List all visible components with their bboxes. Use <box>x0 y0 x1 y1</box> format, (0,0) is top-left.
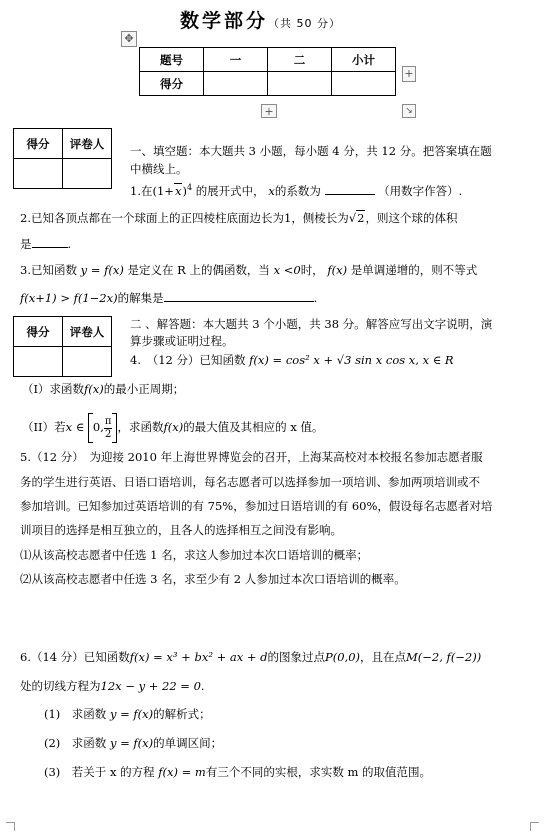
question-2: 2.已知各顶点都在一个球面上的正四棱柱底面边长为1，侧棱长为√2，则这个球的体积 <box>20 211 458 225</box>
add-row-plus-icon[interactable]: + <box>261 104 277 118</box>
question-1: 1.在$(1+x)^4$ 的展开式中， x的系数为 （用数字作答）. <box>130 183 463 198</box>
score-table-score-row <box>140 72 396 96</box>
section2-heading-cont: 算步骤或证明过程。 <box>130 334 234 348</box>
add-column-plus-icon[interactable]: + <box>402 66 416 82</box>
grader-marker-cell[interactable] <box>63 347 112 377</box>
question-5-line-4: 训项目的选择是相互独立的，且各人的选择相互之间没有影响。 <box>20 523 342 537</box>
question-4-part-2: （II）若x ∈ 0, $\frac{\pi}{2}$ ，求函数f(x)的最大值及其相应的 x 值。 <box>22 412 323 443</box>
answer-blank-1[interactable] <box>325 183 375 195</box>
question-6-part-1: (1) 求函数 y = f(x)的解析式； <box>44 707 211 721</box>
score-table-header-row <box>140 48 396 72</box>
table-resize-icon[interactable]: ↘ <box>402 104 416 118</box>
page-corner-mark-right <box>530 822 539 831</box>
question-5-line-2: 务的学生进行英语、日语口语培训，每名志愿者可以选择参加一项培训、参加两项培训或不 <box>20 475 480 489</box>
grader-label-marker: 评卷人 <box>63 317 112 347</box>
score-table <box>139 47 396 96</box>
answer-blank-3[interactable] <box>164 290 314 302</box>
title-points: （共 50 分） <box>268 17 342 30</box>
question-6-part-2: (2) 求函数 y = f(x)的单调区间； <box>44 736 223 750</box>
grader-score-cell[interactable] <box>14 347 63 377</box>
question-6-part-3: (3) 若关于 x 的方程 f(x) = m有三个不同的实根，求实数 m 的取值范围。 <box>44 765 432 779</box>
question-4-part-1: （I）求函数f(x)的最小正周期； <box>22 382 185 396</box>
question-2-cont: 是 . <box>20 237 72 251</box>
score-cell[interactable]: 一 <box>204 48 268 72</box>
page-corner-mark-left <box>6 822 15 831</box>
table-move-handle[interactable]: ✥ <box>121 31 137 47</box>
section1-heading-cont: 中横线上。 <box>130 162 188 176</box>
score-cell[interactable]: 题号 <box>140 48 204 72</box>
question-6: 6.（14 分）已知函数f(x) = x³ + bx² + ax + d的图象过点P(0,0)，且在点M(−2, f(−2)) <box>20 650 482 664</box>
page-title <box>180 6 341 33</box>
question-3: 3.已知函数 y = f(x) 是定义在 R 上的偶函数，当 x <0时， f(x) 是单调递增的，则不等式 <box>20 263 478 277</box>
question-5-part-1: ⑴从该高校志愿者中任选 1 名，求这人参加过本次口语培训的概率； <box>20 548 369 562</box>
grader-label-score: 得分 <box>14 317 63 347</box>
score-cell[interactable] <box>332 72 396 96</box>
score-cell[interactable]: 二 <box>268 48 332 72</box>
answer-blank-2[interactable] <box>32 236 68 248</box>
title-text: 数学部分 <box>180 10 269 32</box>
question-5-line-1: 5.（12 分） 为迎接 2010 年上海世界博览会的召开，上海某高校对本校报名参加志愿者服 <box>20 450 483 464</box>
section2-heading: 二 、解答题：本大题共 3 个小题，共 38 分。解答应写出文字说明，演 <box>130 317 493 331</box>
question-5-line-3: 参加培训。已知参加过英语培训的有 75%，参加过日语培训的有 60%，假设每名志愿者对培 <box>20 499 493 513</box>
score-cell[interactable] <box>204 72 268 96</box>
grader-label-marker: 评卷人 <box>63 129 112 159</box>
question-6-cont: 处的切线方程为12x − y + 22 = 0. <box>20 679 205 693</box>
section1-heading: 一、填空题：本大题共 3 小题，每小题 4 分，共 12 分。把答案填在题 <box>130 144 492 158</box>
grader-label-score: 得分 <box>14 129 63 159</box>
question-4: 4. （12 分）已知函数 f(x) = cos² x + √3 sin x cos x, x ∈ R <box>130 353 454 367</box>
grader-score-cell[interactable] <box>14 159 63 189</box>
question-5-part-2: ⑵从该高校志愿者中任选 3 名，求至少有 2 人参加过本次口语培训的概率。 <box>20 572 406 586</box>
score-cell[interactable]: 小计 <box>332 48 396 72</box>
grader-table-2 <box>13 316 112 377</box>
score-cell[interactable] <box>268 72 332 96</box>
grader-marker-cell[interactable] <box>63 159 112 189</box>
score-cell[interactable]: 得分 <box>140 72 204 96</box>
grader-table-1 <box>13 128 112 189</box>
question-3-cont: f(x+1) > f(1−2x)的解集是 . <box>20 291 318 305</box>
